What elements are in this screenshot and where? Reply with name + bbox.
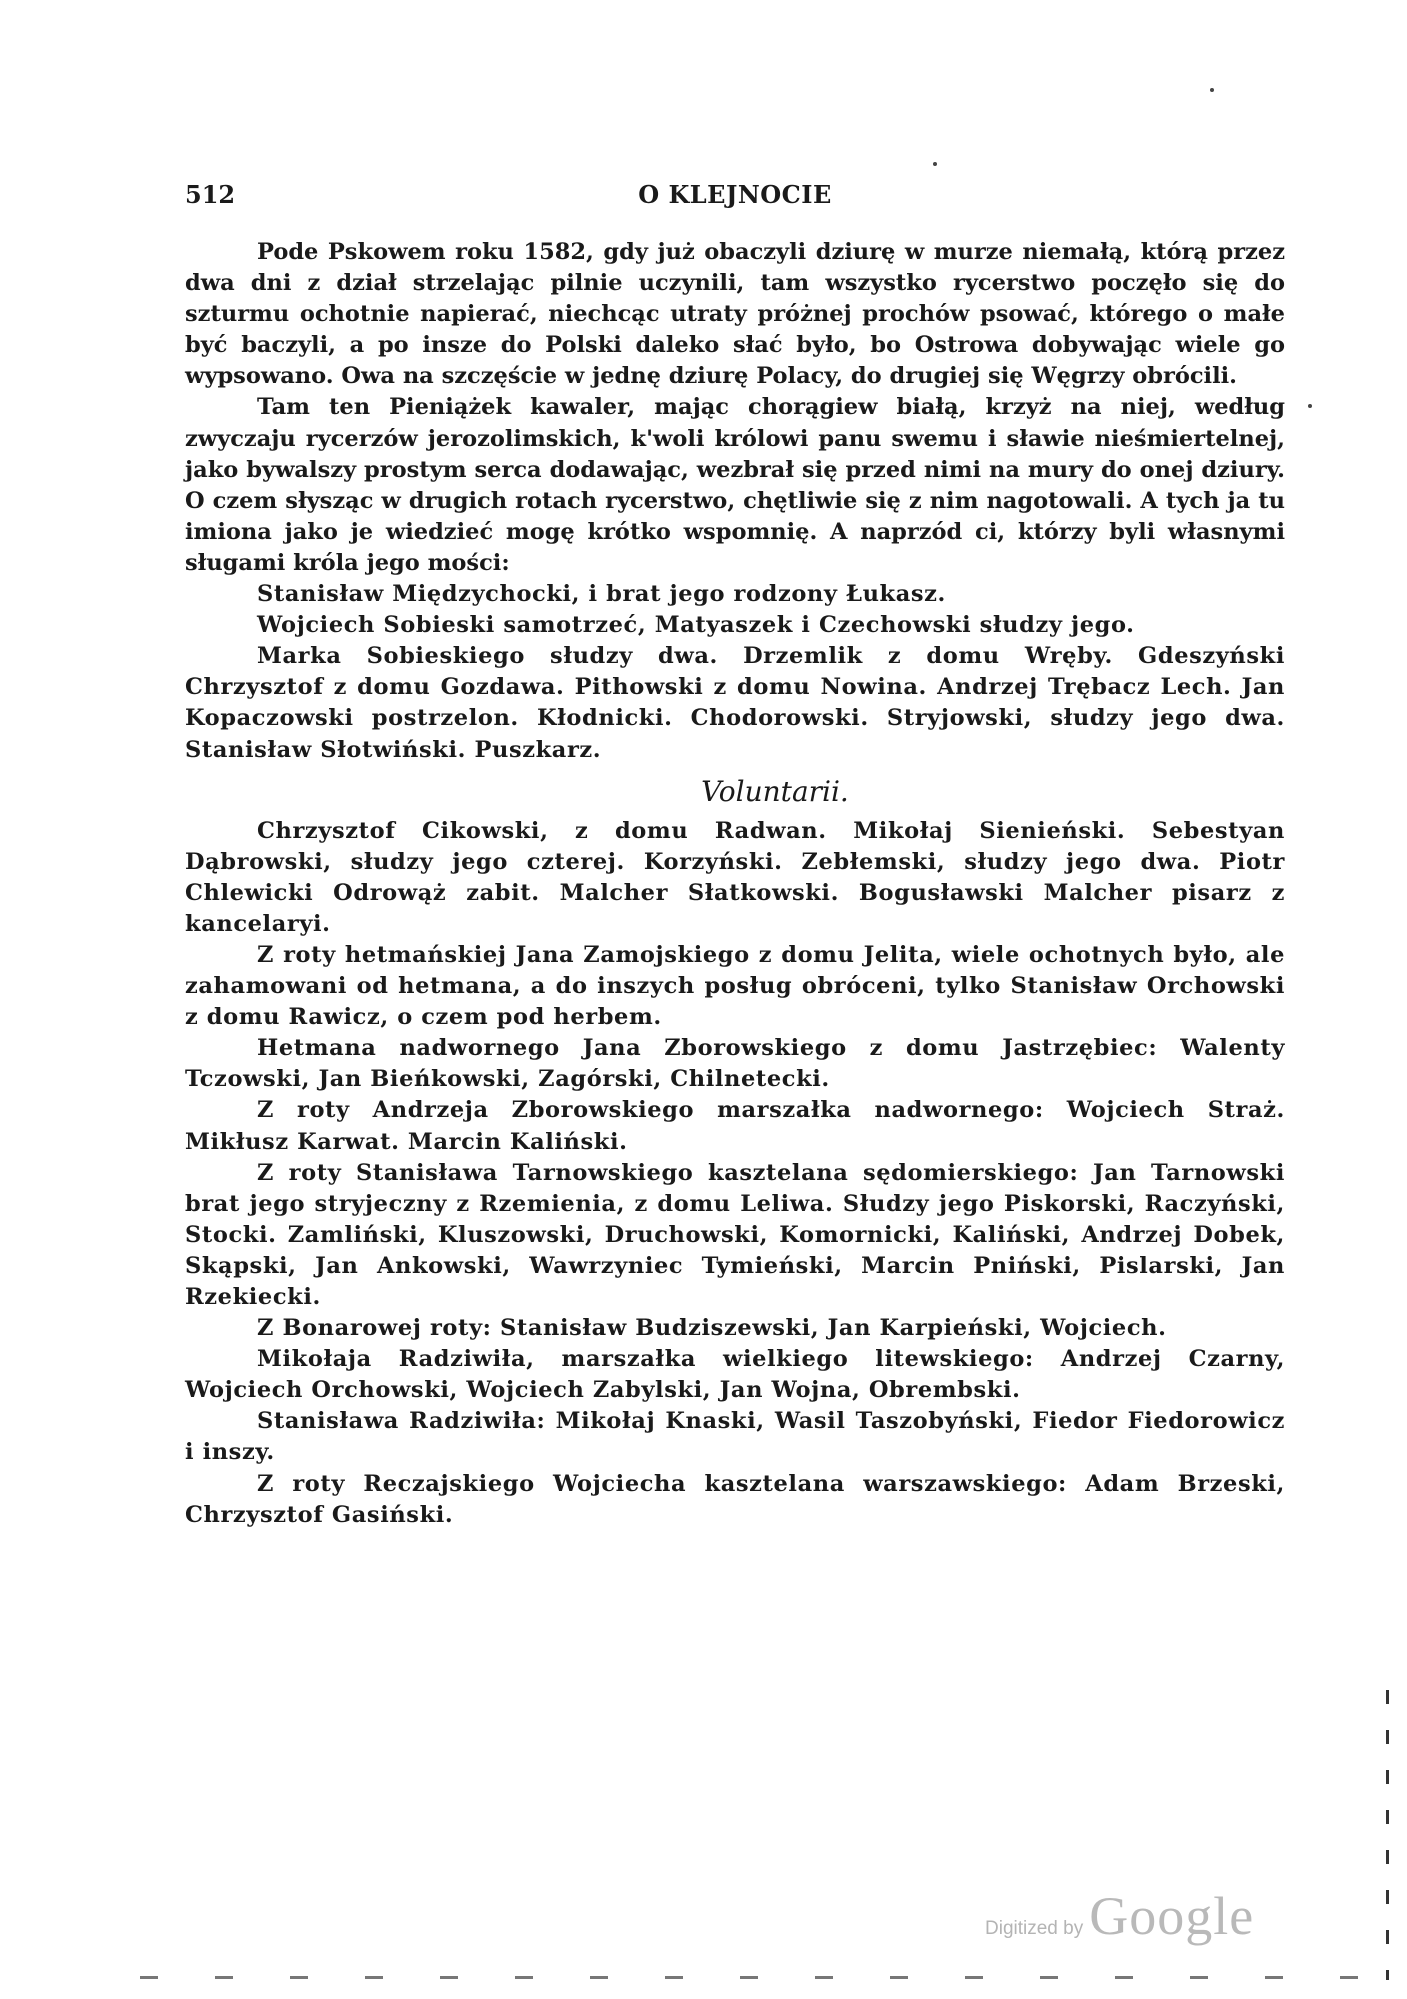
name-line: Stanisław Międzychocki, i brat jego rodzony Łukasz.	[257, 581, 946, 608]
scan-edge-mark	[1386, 1690, 1389, 1980]
digitized-by-watermark	[985, 1885, 1254, 1945]
page-header	[185, 180, 1285, 214]
paragraph: Hetmana nadwornego Jana Zborowskiego z domu Jastrzębiec: Walenty Tczowski, Jan Bieńkowski, Zagórski, Chilnetecki.	[185, 1035, 1285, 1093]
running-title: O KLEJNOCIE	[638, 180, 832, 209]
paragraph: Stanisława Radziwiła: Mikołaj Knaski, Wasil Taszobyński, Fiedor Fiedorowicz i inszy.	[185, 1408, 1285, 1466]
scan-speck	[933, 162, 937, 166]
scan-bottom-edge	[140, 1976, 1387, 1979]
text-body	[185, 237, 1285, 1531]
page-number: 512	[185, 180, 236, 209]
scan-speck	[1308, 404, 1312, 408]
paragraph: Mikołaja Radziwiła, marszałka wielkiego litewskiego: Andrzej Czarny, Wojciech Orchowski, Wojciech Zabylski, Jan Wojna, Obrembski.	[185, 1346, 1285, 1404]
paragraph: Z Bonarowej roty: Stanisław Budziszewski, Jan Karpieński, Wojciech.	[257, 1315, 1167, 1342]
digitized-label: Digitized by	[985, 1918, 1084, 1939]
paragraph: Chrzysztof Cikowski, z domu Radwan. Mikołaj Sienieński. Sebestyan Dąbrowski, słudzy jego czterej. Korzyński. Zebłemski, słudzy jego dwa. Piotr Chlewicki Odrowąż zabit. Malcher Słatkowski. Bogusławski Malcher pisarz z kancelaryi.	[185, 817, 1285, 937]
paragraph: Z roty Andrzeja Zborowskiego marszałka nadwornego: Wojciech Straż. Mikłusz Karwat. Marcin Kaliński.	[185, 1097, 1285, 1155]
paragraph: Tam ten Pieniążek kawaler, mając chorągiew białą, krzyż na niej, według zwyczaju rycerzów jerozolimskich, k'woli królowi panu swemu i sławie nieśmiertelnej, jako bywalszy prostym serca dodawając, wezbrał się przed nimi na mury do onej dziury. O czem słysząc w drugich rotach rycerstwo, chętliwie się z nim nagotowali. A tych ja tu imiona jako je wiedzieć mogę krótko wspomnię. A naprzód ci, którzy byli własnymi sługami króla jego mości:	[185, 394, 1285, 576]
paragraph: Z roty hetmańskiej Jana Zamojskiego z domu Jelita, wiele ochotnych było, ale zahamowani od hetmana, a do inszych posług obróceni, tylko Stanisław Orchowski z domu Rawicz, o czem pod herbem.	[185, 941, 1285, 1031]
scan-speck	[1210, 88, 1214, 92]
name-line: Wojciech Sobieski samotrzeć, Matyaszek i Czechowski słudzy jego.	[257, 612, 1135, 639]
paragraph: Z roty Stanisława Tarnowskiego kasztelana sędomierskiego: Jan Tarnowski brat jego stryjeczny z Rzemienia, z domu Leliwa. Słudzy jego Piskorski, Raczyński, Stocki. Zamliński, Kluszowski, Druchowski, Komornicki, Kaliński, Andrzej Dobek, Skąpski, Jan Ankowski, Wawrzyniec Tymieński, Marcin Pniński, Pislarski, Jan Rzekiecki.	[185, 1159, 1285, 1310]
paragraph: Z roty Reczajskiego Wojciecha kasztelana warszawskiego: Adam Brzeski, Chrzysztof Gasiński.	[185, 1470, 1285, 1528]
paragraph: Pode Pskowem roku 1582, gdy już obaczyli dziurę w murze niemałą, którą przez dwa dni z dział strzelając pilnie uczynili, tam wszystko rycerstwo poczęło się do szturmu ochotnie napierać, niechcąc utraty próżnej prochów psować, którego o małe być baczyli, a po insze do Polski daleko słać było, bo Ostrowa dobywając wiele go wypsowano. Owa na szczęście w jednę dziurę Polacy, do drugiej się Węgrzy obrócili.	[185, 239, 1285, 390]
google-logo: Google	[1089, 1886, 1255, 1946]
name-line: Marka Sobieskiego słudzy dwa. Drzemlik z domu Wręby. Gdeszyński Chrzysztof z domu Gozdawa. Pithowski z domu Nowina. Andrzej Trębacz Lech. Jan Kopaczowski postrzelon. Kłodnicki. Chodorowski. Stryjowski, słudzy jego dwa. Stanisław Słotwiński. Puszkarz.	[185, 643, 1285, 763]
section-heading: Voluntarii.	[701, 774, 849, 808]
